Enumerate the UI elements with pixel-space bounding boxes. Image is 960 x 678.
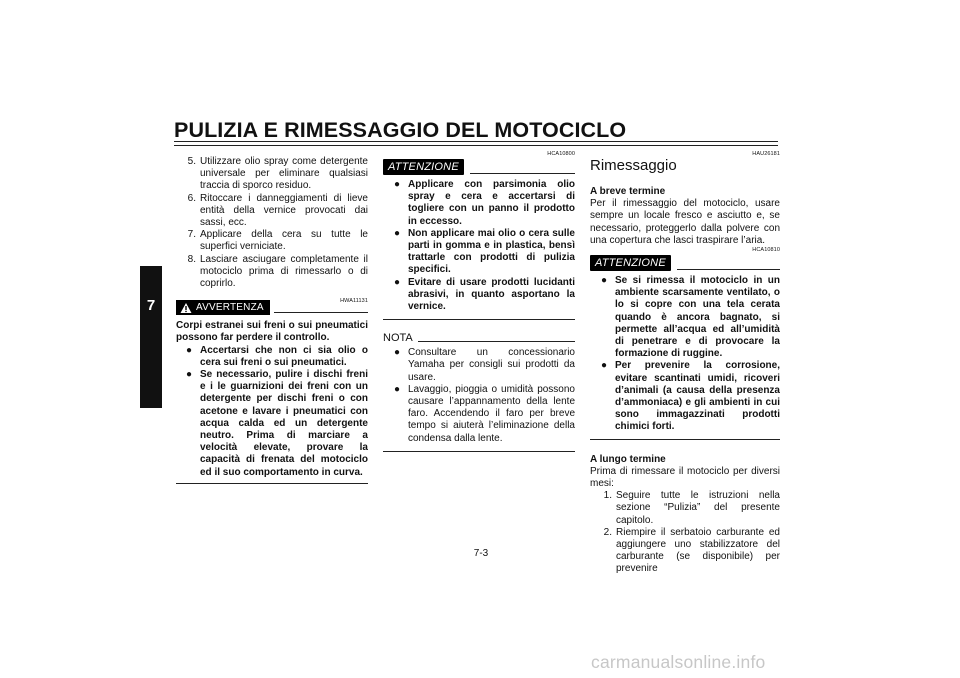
bullet-dot-icon: ●: [394, 276, 401, 288]
short-term-title: A breve termine: [590, 186, 666, 197]
attention-bullet: [383, 179, 575, 228]
warning-rule: [274, 303, 368, 313]
long-term-title: A lungo termine: [590, 453, 666, 465]
section-title: Rimessaggio: [590, 157, 677, 174]
bullet-dot-icon: ●: [601, 275, 608, 287]
page-number: 7-3: [473, 548, 489, 559]
bullet-text: Evitare di usare prodotti lucidanti abrasivi, in quanto asportano la vernice.: [408, 276, 575, 313]
attention-bullet: [590, 275, 780, 360]
chapter-number: 7: [146, 297, 156, 314]
long-term-text: Prima di rimessare il motociclo per diversi mesi:: [590, 465, 780, 490]
warning-bullet: [176, 345, 368, 369]
step-item: [176, 193, 368, 230]
step-number: 1.: [603, 490, 612, 502]
warning-header: [176, 299, 368, 316]
warning-bullet: [176, 369, 368, 479]
step-item: [590, 490, 780, 527]
bullet-dot-icon: ●: [394, 227, 401, 239]
nota-header: [383, 328, 575, 344]
warning-label: AVVERTENZA: [196, 301, 264, 313]
bullet-text: Per prevenire la corrosione, evitare scantinati umidi, ricoveri d’animali (a causa della presenza d’ammoniaca) e gli ambienti in cui sono immagazzinati prodotti chimici forti.: [615, 360, 780, 433]
step-text: Utilizzare olio spray come detergente universale per eliminare qualsiasi traccia di sporco residuo.: [200, 156, 368, 192]
step-text: Applicare della cera su tutte le superfici verniciate.: [200, 229, 368, 253]
step-text: Ritoccare i danneggiamenti di lieve entità della vernice provocati dai sassi, ecc.: [200, 192, 368, 229]
nota-end-rule: [383, 451, 575, 452]
step-number: 2.: [603, 526, 612, 538]
step-text: Riempire il serbatoio carburante ed aggiungere uno stabilizzatore del carburante (se disponibile) per prevenire: [616, 526, 780, 575]
step-number: 7.: [187, 229, 196, 241]
watermark: carmanualsonline.info: [591, 652, 766, 672]
step-item: [176, 229, 368, 253]
bullet-text: Consultare un concessionario Yamaha per consigli sui prodotti da usare.: [408, 347, 575, 383]
step-item: [590, 527, 780, 576]
step-text: Lasciare asciugare completamente il motociclo prima di rimessarlo o di coprirlo.: [200, 253, 368, 290]
warning-triangle-icon: [180, 302, 192, 314]
attention-bullet: [590, 360, 780, 433]
header-rule: [174, 141, 778, 142]
nota-label: NOTA: [383, 332, 413, 345]
attention-bullet: [383, 277, 575, 314]
attention-label: ATTENZIONE: [590, 255, 671, 271]
chapter-tab: [140, 266, 162, 408]
bullet-dot-icon: ●: [186, 344, 193, 356]
nota-rule: [418, 341, 575, 342]
warning-label-box: [176, 300, 270, 315]
page-title: PULIZIA E RIMESSAGGIO DEL MOTOCICLO: [174, 118, 627, 142]
bullet-text: Applicare con parsimonia olio spray e cera e accertarsi di togliere con un panno il prodotto in eccesso.: [408, 179, 575, 227]
nota-bullet: [383, 347, 575, 384]
step-number: 6.: [187, 192, 196, 204]
attention-rule: [677, 257, 780, 270]
step-item: [176, 156, 368, 193]
bullet-text: Non applicare mai olio o cera sulle parti in gomma e in plastica, bensì trattarle con prodotti di pulizia specifici.: [408, 227, 575, 276]
attention-header: [383, 158, 575, 176]
warning-end-rule: [176, 483, 368, 484]
bullet-text: Lavaggio, pioggia o umidità possono causare l’appannamento della lente faro. Accendendo il faro per breve tempo si aiuterà l’eliminazione della condensa dalla lente.: [408, 383, 575, 444]
bullet-dot-icon: ●: [394, 347, 401, 359]
step-number: 8.: [187, 253, 196, 265]
column-2: [383, 151, 575, 452]
step-item: [176, 254, 368, 291]
attention-end-rule: [590, 439, 780, 440]
column-3: [590, 151, 780, 576]
step-text: Seguire tutte le istruzioni nella sezione “Pulizia” del presente capitolo.: [616, 490, 780, 526]
short-term-text: Per il rimessaggio del motociclo, usare sempre un locale fresco e asciutto e, se necessario, proteggerlo dalla polvere con una copertura che lasci traspirare l’aria.: [590, 198, 780, 246]
warning-code: HWA11131: [340, 298, 368, 305]
attention-bullet: [383, 228, 575, 277]
attention-code: HCA10810: [752, 247, 780, 254]
bullet-dot-icon: ●: [394, 179, 401, 190]
attention-end-rule: [383, 319, 575, 320]
bullet-text: Accertarsi che non ci sia olio o cera sui freni o sui pneumatici.: [200, 344, 368, 368]
attention-header: [590, 254, 780, 272]
header-rule-secondary: [174, 145, 778, 146]
bullet-dot-icon: ●: [186, 369, 193, 381]
attention-rule: [470, 161, 575, 174]
bullet-dot-icon: ●: [601, 360, 608, 372]
column-1: [176, 156, 368, 484]
nota-bullet: [383, 384, 575, 445]
attention-label: ATTENZIONE: [383, 159, 464, 175]
bullet-text: Se si rimessa il motociclo in un ambiente scarsamente ventilato, o lo si copre con una tela cerata quando è ancora bagnato, si permette all’acqua ed all’umidità di penetrare e di provocare la formazione di ruggine.: [615, 275, 780, 360]
bullet-dot-icon: ●: [394, 383, 401, 395]
warning-intro: Corpi estranei sui freni o sui pneumatici possono far perdere il controllo.: [176, 320, 368, 344]
attention-code: HCA10800: [547, 151, 575, 157]
step-number: 5.: [187, 156, 196, 167]
section-code: HAU26181: [752, 151, 780, 157]
bullet-text: Se necessario, pulire i dischi freni e i le guarnizioni dei freni con un detergente per dischi freni o con acetone e lavare i pneumatici con acqua calda ed un detergente neutro. Prima di marciare a velocità elevate, provare la capacità di frenata del motociclo ed il suo comportamento in curva.: [200, 369, 368, 478]
